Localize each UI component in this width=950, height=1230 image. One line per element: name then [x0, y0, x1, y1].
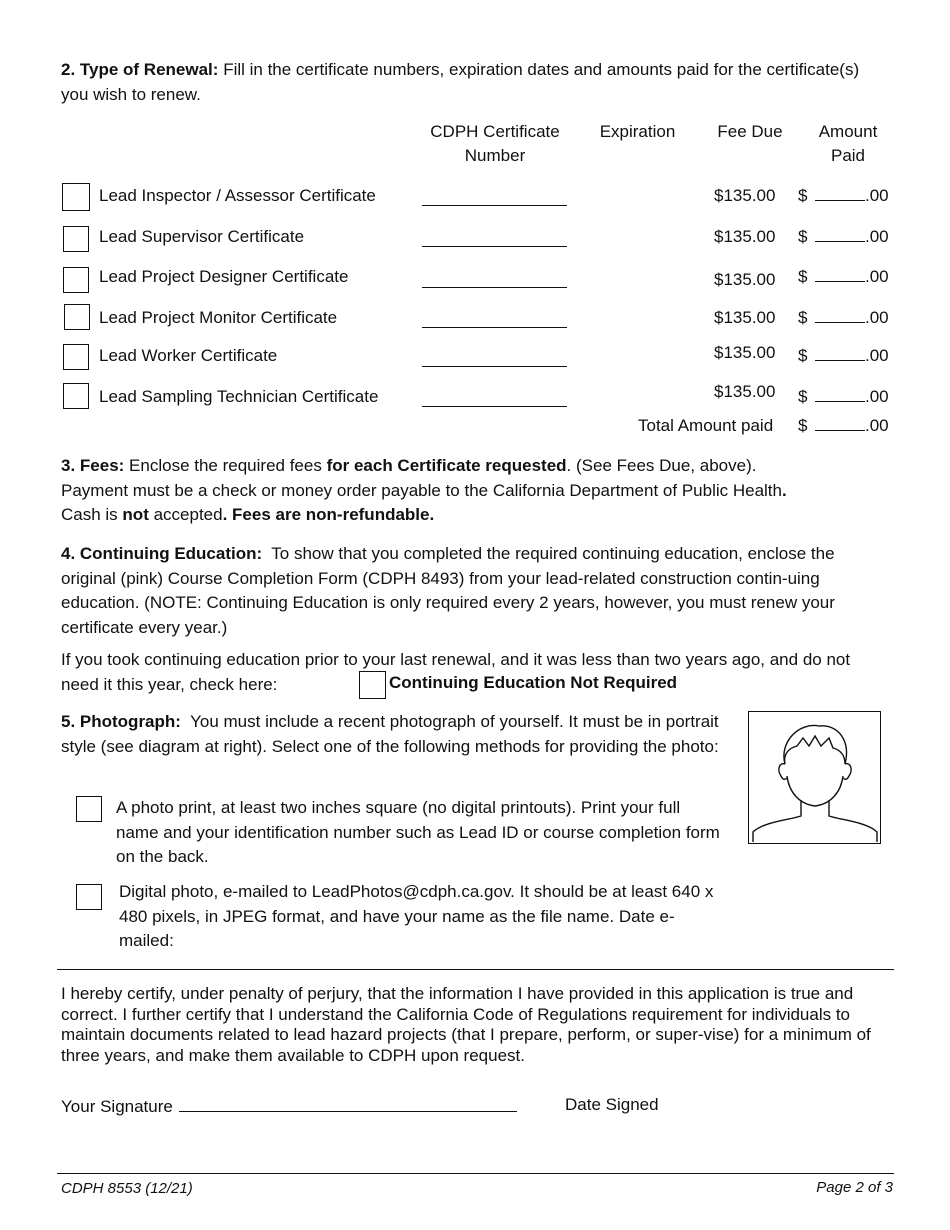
amount-field-lead-project-designer[interactable] — [815, 267, 889, 287]
section-divider — [57, 969, 894, 970]
checkbox-lead-supervisor[interactable] — [63, 226, 89, 252]
section4-text: To show that you completed the required continuing education, enclose the original (pink) Course Completion Form (CDPH 8493) from your lead-related construction contin-uing education. (NOTE: Continuing Education is only required every 2 years, however, you must renew your certificate every year.) — [61, 544, 835, 637]
checkbox-continuing-education-not-required[interactable] — [359, 671, 386, 699]
cert-label-lead-project-monitor: Lead Project Monitor Certificate — [99, 308, 338, 327]
amount-field-lead-supervisor[interactable] — [815, 227, 889, 247]
cert-label-lead-project-designer: Lead Project Designer Certificate — [99, 267, 349, 286]
dollar-sign: $ — [798, 267, 808, 286]
amount-suffix: .00 — [865, 267, 889, 286]
section3-text-6: Cash is — [61, 505, 118, 524]
section2-intro — [61, 58, 861, 107]
col-header-fee: Fee Due — [717, 122, 783, 141]
fee-lead-project-designer: $135.00 — [714, 270, 776, 289]
section4-continuing-education — [61, 542, 891, 640]
section5-text: You must include a recent photograph of yourself. It must be in portrait style (see diagram at right). Select one of the following methods for providing the photo: — [61, 712, 719, 756]
cert-label-lead-supervisor: Lead Supervisor Certificate — [99, 227, 305, 246]
total-amount-label: Total Amount paid — [638, 416, 774, 435]
amount-field-lead-inspector[interactable] — [815, 186, 889, 206]
fee-lead-supervisor: $135.00 — [714, 227, 776, 246]
cert-number-field-lead-worker[interactable] — [422, 366, 567, 367]
checkbox-lead-worker[interactable] — [63, 344, 89, 370]
signature-field[interactable] — [179, 1095, 517, 1112]
section3-text-5: . — [781, 480, 787, 500]
amount-suffix: .00 — [865, 227, 889, 246]
section5-photograph — [61, 710, 741, 759]
amount-suffix: .00 — [865, 186, 889, 205]
section3-text-8: accepted — [153, 505, 223, 524]
cert-number-field-lead-sampling-technician[interactable] — [422, 406, 567, 407]
col-header-amount — [808, 120, 888, 168]
checkbox-lead-project-designer[interactable] — [63, 267, 89, 293]
section3-fees — [61, 454, 901, 528]
dollar-sign: $ — [798, 308, 808, 327]
fee-lead-project-monitor: $135.00 — [714, 308, 776, 327]
total-amount-field[interactable] — [815, 416, 889, 436]
amount-field-lead-sampling-technician[interactable] — [815, 387, 889, 407]
signature-label: Your Signature — [61, 1097, 173, 1116]
footer-divider — [57, 1173, 894, 1174]
date-signed-label: Date Signed — [565, 1095, 659, 1114]
fee-lead-sampling-technician: $135.00 — [714, 382, 776, 401]
portrait-diagram — [748, 711, 881, 844]
amount-field-lead-project-monitor[interactable] — [815, 308, 889, 328]
section3-text-1: Enclose the required fees — [129, 456, 322, 475]
section3-title: 3. Fees: — [61, 456, 125, 475]
checkbox-lead-inspector[interactable] — [62, 183, 90, 211]
amount-field-lead-worker[interactable] — [815, 346, 889, 366]
section3-text-3: . (See Fees Due, above). — [566, 456, 757, 475]
section3-text-2: for each Certificate requested — [326, 456, 567, 475]
portrait-silhouette-icon — [749, 712, 879, 842]
form-id: CDPH 8553 (12/21) — [61, 1180, 193, 1197]
cert-number-field-lead-project-designer[interactable] — [422, 287, 567, 288]
section2-title: 2. Type of Renewal: — [61, 60, 219, 79]
amount-suffix: .00 — [865, 308, 889, 327]
cert-label-lead-inspector: Lead Inspector / Assessor Certificate — [99, 186, 376, 205]
section2-intro-text: Fill in the certificate numbers, expiration dates and amounts paid for the certificate(s) you wish to renew. — [61, 60, 860, 104]
section5-title: 5. Photograph: — [61, 712, 181, 731]
section4-prior-text: If you took continuing education prior to your last renewal, and it was less than two years ago, and do not need it this year, check here: — [61, 650, 851, 694]
cert-label-lead-worker: Lead Worker Certificate — [99, 346, 278, 365]
col-header-cert — [420, 120, 570, 168]
fee-lead-inspector: $135.00 — [714, 186, 776, 205]
checkbox-lead-sampling-technician[interactable] — [63, 383, 89, 409]
cert-label-lead-sampling-technician: Lead Sampling Technician Certificate — [99, 387, 379, 406]
total-amount-suffix: .00 — [865, 416, 889, 435]
section3-text-4: Payment must be a check or money order payable to the California Department of Public Health — [61, 480, 782, 500]
signature-row — [61, 1095, 517, 1117]
dollar-sign: $ — [798, 346, 808, 365]
photo-option-digital: Digital photo, e-mailed to LeadPhotos@cdph.ca.gov. It should be at least 640 x 480 pixels, in JPEG format, and have your name as the file name. Date e-mailed: — [119, 882, 714, 950]
certification-statement: I hereby certify, under penalty of perjury, that the information I have provided in this application is true and correct. I further certify that I understand the California Code of Regulations requirement for individuals to maintain documents related to lead hazard projects (that I prepare, perform, or super-vise) for a minimum of three years, and make them available to CDPH upon request. — [61, 984, 871, 1065]
col-header-amount-line2: Paid — [830, 146, 866, 165]
page-number: Page 2 of 3 — [816, 1179, 893, 1196]
photo-option-print: A photo print, at least two inches square (no digital printouts). Print your full name and your identification number such as Lead ID or course completion form on the back. — [116, 798, 720, 866]
fee-lead-worker: $135.00 — [714, 343, 776, 362]
checkbox-lead-project-monitor[interactable] — [64, 304, 90, 330]
section3-text-9: . Fees are non-refundable. — [222, 505, 435, 524]
total-dollar-sign: $ — [798, 416, 808, 435]
amount-suffix: .00 — [865, 387, 889, 406]
section3-text-7: not — [122, 505, 149, 524]
continuing-education-not-required-label: Continuing Education Not Required — [389, 673, 678, 692]
checkbox-photo-print[interactable] — [76, 796, 102, 822]
amount-suffix: .00 — [865, 346, 889, 365]
cert-number-field-lead-inspector[interactable] — [422, 205, 567, 206]
col-header-amount-line1: Amount — [818, 122, 878, 141]
dollar-sign: $ — [798, 387, 808, 406]
cert-number-field-lead-project-monitor[interactable] — [422, 327, 567, 328]
dollar-sign: $ — [798, 186, 808, 205]
col-header-expiration: Expiration — [599, 122, 676, 141]
cert-number-field-lead-supervisor[interactable] — [422, 246, 567, 247]
section4-title: 4. Continuing Education: — [61, 544, 263, 563]
col-header-cert-line2: Number — [464, 146, 526, 165]
dollar-sign: $ — [798, 227, 808, 246]
checkbox-digital-photo[interactable] — [76, 884, 102, 910]
col-header-cert-line1: CDPH Certificate — [430, 122, 560, 141]
